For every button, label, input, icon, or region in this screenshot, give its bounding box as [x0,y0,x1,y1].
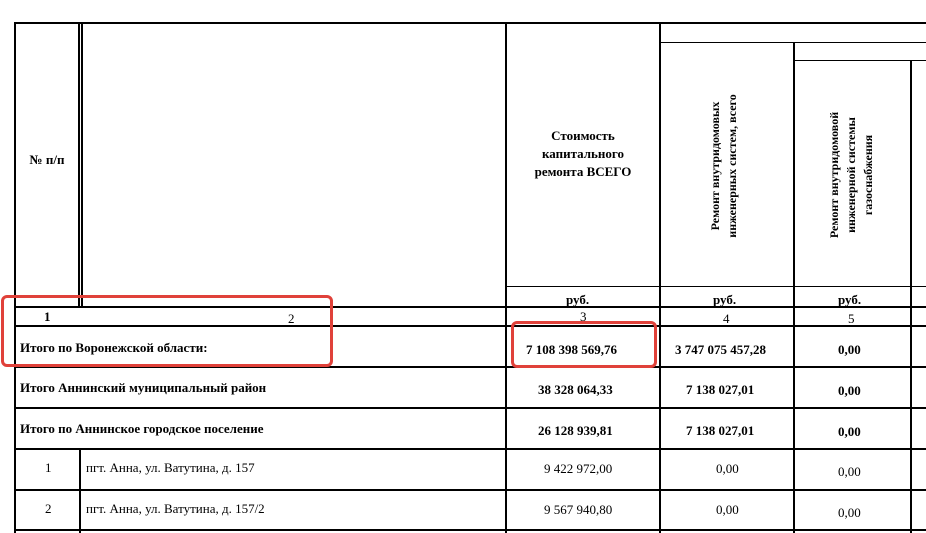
unit-label: руб. [713,292,737,306]
table-row-eng: 7 138 027,01 [686,382,755,397]
grid-line [910,60,912,533]
unit-label: руб. [566,292,590,306]
header-num: № п/п [29,152,65,167]
highlight-box-region [1,295,333,367]
grid-line [78,22,80,308]
grid-line [79,448,81,533]
table-row-num: 2 [45,501,52,516]
unit-label: руб. [838,292,862,306]
col-index: 3 [580,309,587,324]
header-gas: Ремонт внутридомовой инженерной системы газоснабжения [827,111,875,239]
col-index: 1 [44,309,51,324]
table-row-eng: 0,00 [716,461,739,476]
table-row-cost: 9 567 940,80 [544,502,613,517]
table-row-cost: 26 128 939,81 [538,423,613,438]
table-row-name: пгт. Анна, ул. Ватутина, д. 157/2 [86,501,265,516]
table-row-gas: 0,00 [838,383,861,398]
table-row-name: пгт. Анна, ул. Ватутина, д. 157 [86,460,255,475]
header-cost: Стоимость капитального ремонта ВСЕГО [534,128,632,179]
grid-line [14,407,926,409]
table-row-cost: 9 422 972,00 [544,461,613,476]
grid-line [14,22,926,24]
table-row-eng: 0,00 [716,502,739,517]
table-row-name: Итого Аннинский муниципальный район [20,380,267,395]
table-row-eng: 3 747 075 457,28 [675,342,766,357]
grid-line [659,22,661,533]
grid-line [793,42,795,533]
table-row-gas: 0,00 [838,464,861,479]
grid-line [506,286,926,287]
grid-line [14,22,16,533]
table-row-cost: 38 328 064,33 [538,382,613,397]
grid-line [14,448,926,450]
grid-line [505,22,507,533]
col-index: 2 [288,311,295,326]
table-row-gas: 0,00 [838,424,861,439]
grid-line [14,529,926,531]
header-engineering: Ремонт внутридомовых инженерных систем, всего [708,94,739,238]
table-row-num: 1 [45,460,52,475]
highlight-box-total [511,321,657,368]
grid-line [81,22,83,308]
table-row-gas: 0,00 [838,342,861,357]
grid-line [793,60,926,61]
table-row-cost: 7 108 398 569,76 [526,342,617,357]
grid-line [14,489,926,491]
table-row-name: Итого по Аннинское городское поселение [20,421,264,436]
table-row-name: Итого по Воронежской области: [20,340,208,355]
col-index: 5 [848,311,855,326]
table-row-gas: 0,00 [838,505,861,520]
table-row-eng: 7 138 027,01 [686,423,755,438]
col-index: 4 [723,311,730,326]
